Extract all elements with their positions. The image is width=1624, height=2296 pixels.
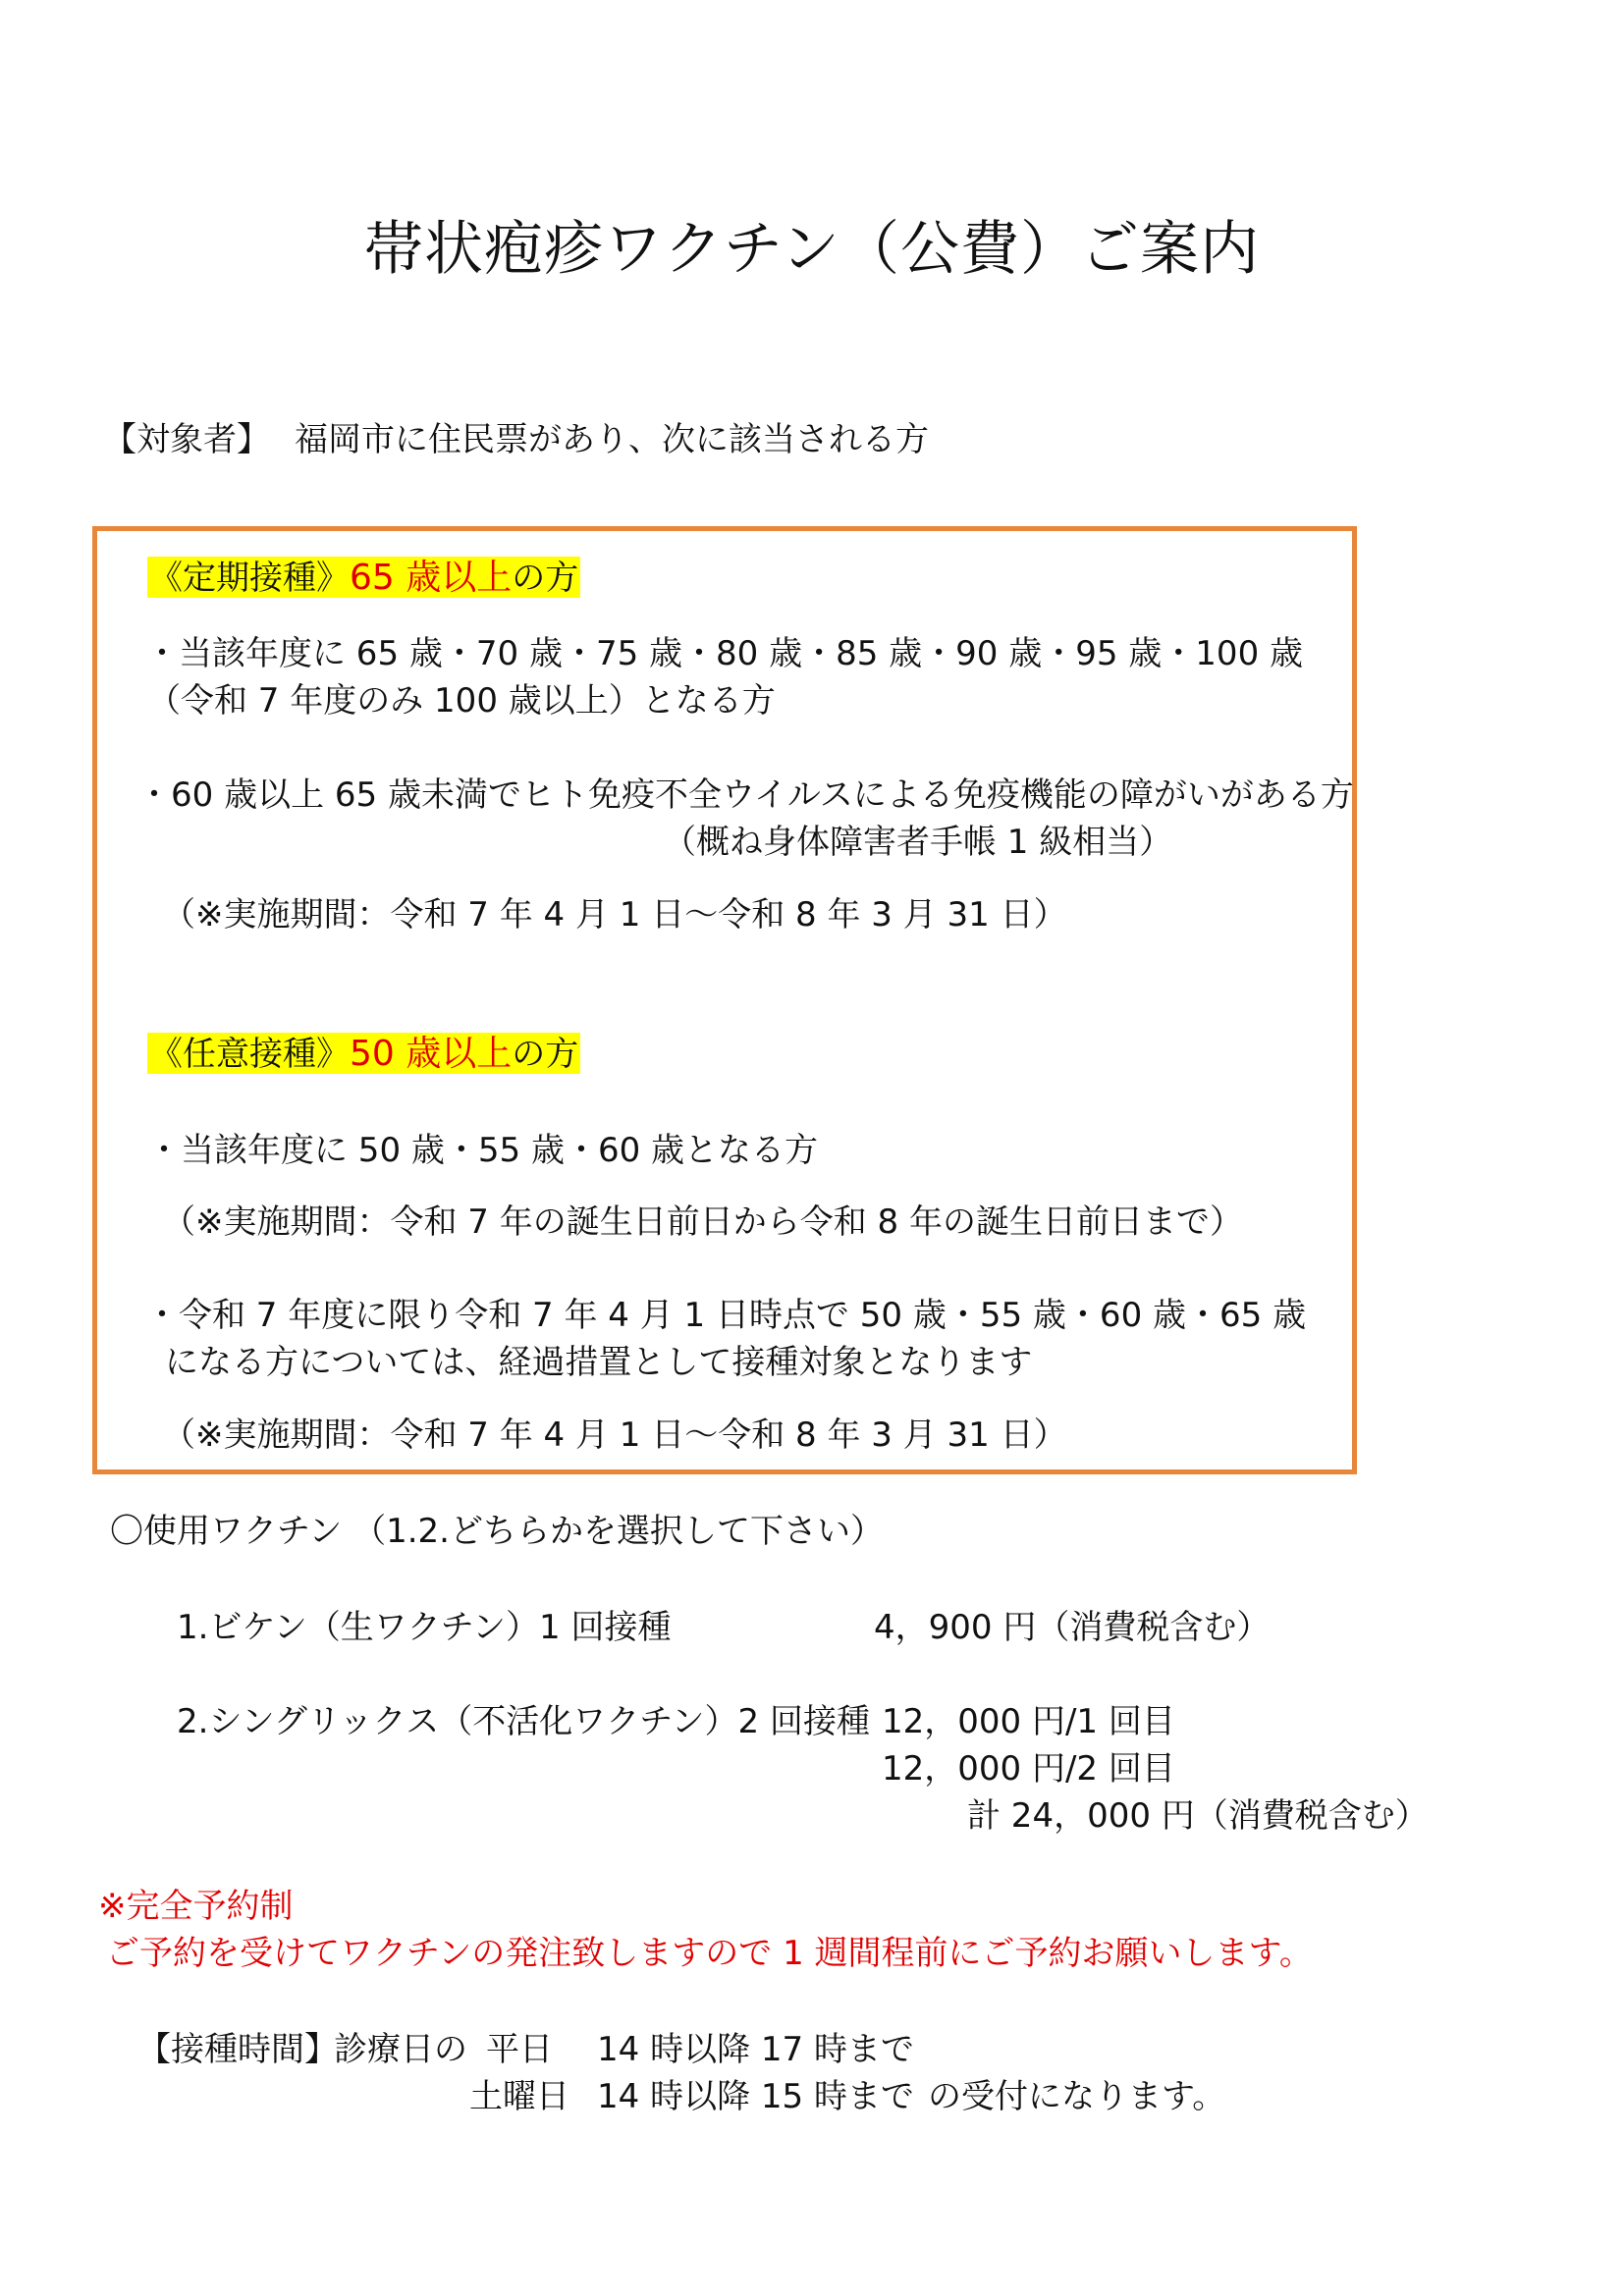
- hours-saturday-time: 14 時以降 15 時まで: [597, 2077, 914, 2116]
- target-text: 福岡市に住民票があり、次に該当される方: [295, 420, 929, 459]
- voluntary-period1: （※実施期間：令和 7 年の誕生日前日から令和 8 年の誕生日前日まで）: [162, 1202, 1243, 1242]
- voluntary-line3: になる方については、経過措置として接種対象となります: [165, 1343, 1033, 1382]
- routine-line2: （令和 7 年度のみ 100 歳以上）となる方: [147, 681, 776, 721]
- routine-line1: ・当該年度に 65 歳・70 歳・75 歳・80 歳・85 歳・90 歳・95 歳・100 歳: [145, 634, 1304, 673]
- voluntary-line1: ・当該年度に 50 歳・55 歳・60 歳となる方: [147, 1131, 819, 1170]
- vaccine-1-price: 4，900 円（消費税含む）: [874, 1608, 1271, 1647]
- voluntary-heading-prefix: 《任意接種》: [149, 1035, 350, 1074]
- hours-saturday-label: 土曜日: [469, 2077, 569, 2116]
- routine-heading-suffix: の方: [512, 559, 579, 598]
- hours-weekday-label: 平日: [486, 2030, 553, 2069]
- routine-heading-prefix: 《定期接種》: [149, 559, 350, 598]
- routine-line3: ・60 歳以上 65 歳未満でヒト免疫不全ウイルスによる免疫機能の障がいがある方: [137, 775, 1354, 815]
- reservation-notice-text: ご予約を受けてワクチンの発注致しますので 1 週間程前にご予約お願いします。: [106, 1934, 1313, 1973]
- vaccines-heading: 〇使用ワクチン （1.2.どちらかを選択して下さい）: [110, 1512, 884, 1551]
- hours-label: 【接種時間】: [137, 2030, 338, 2069]
- routine-line4: （概ね身体障害者手帳 1 級相当）: [663, 823, 1173, 862]
- vaccine-2-total: 計 24，000 円（消費税含む）: [967, 1796, 1429, 1836]
- vaccine-1-name: 1.ビケン（生ワクチン）1 回接種: [177, 1608, 672, 1647]
- routine-period: （※実施期間：令和 7 年 4 月 1 日～令和 8 年 3 月 31 日）: [162, 895, 1067, 934]
- reservation-notice-title: ※完全予約制: [98, 1887, 294, 1926]
- hours-weekday-time: 14 時以降 17 時まで: [597, 2030, 914, 2069]
- routine-heading-age: 65 歳以上: [350, 558, 513, 598]
- voluntary-period2: （※実施期間：令和 7 年 4 月 1 日～令和 8 年 3 月 31 日）: [162, 1415, 1067, 1455]
- hours-suffix: の受付になります。: [928, 2077, 1226, 2116]
- voluntary-heading-age: 50 歳以上: [350, 1034, 513, 1074]
- vaccine-2-name: 2.シングリックス（不活化ワクチン）2 回接種: [177, 1702, 870, 1741]
- routine-heading: [147, 558, 580, 599]
- voluntary-line2: ・令和 7 年度に限り令和 7 年 4 月 1 日時点で 50 歳・55 歳・60 歳・65 歳: [145, 1296, 1307, 1335]
- voluntary-heading: [147, 1034, 580, 1075]
- hours-prefix: 診療日の: [334, 2030, 467, 2069]
- vaccine-2-price-1: 12，000 円/1 回目: [882, 1702, 1175, 1741]
- page-title: 帯状疱疹ワクチン（公費）ご案内: [364, 215, 1260, 284]
- target-label: 【対象者】: [103, 420, 270, 459]
- voluntary-heading-suffix: の方: [512, 1035, 579, 1074]
- vaccine-2-price-2: 12，000 円/2 回目: [882, 1749, 1175, 1789]
